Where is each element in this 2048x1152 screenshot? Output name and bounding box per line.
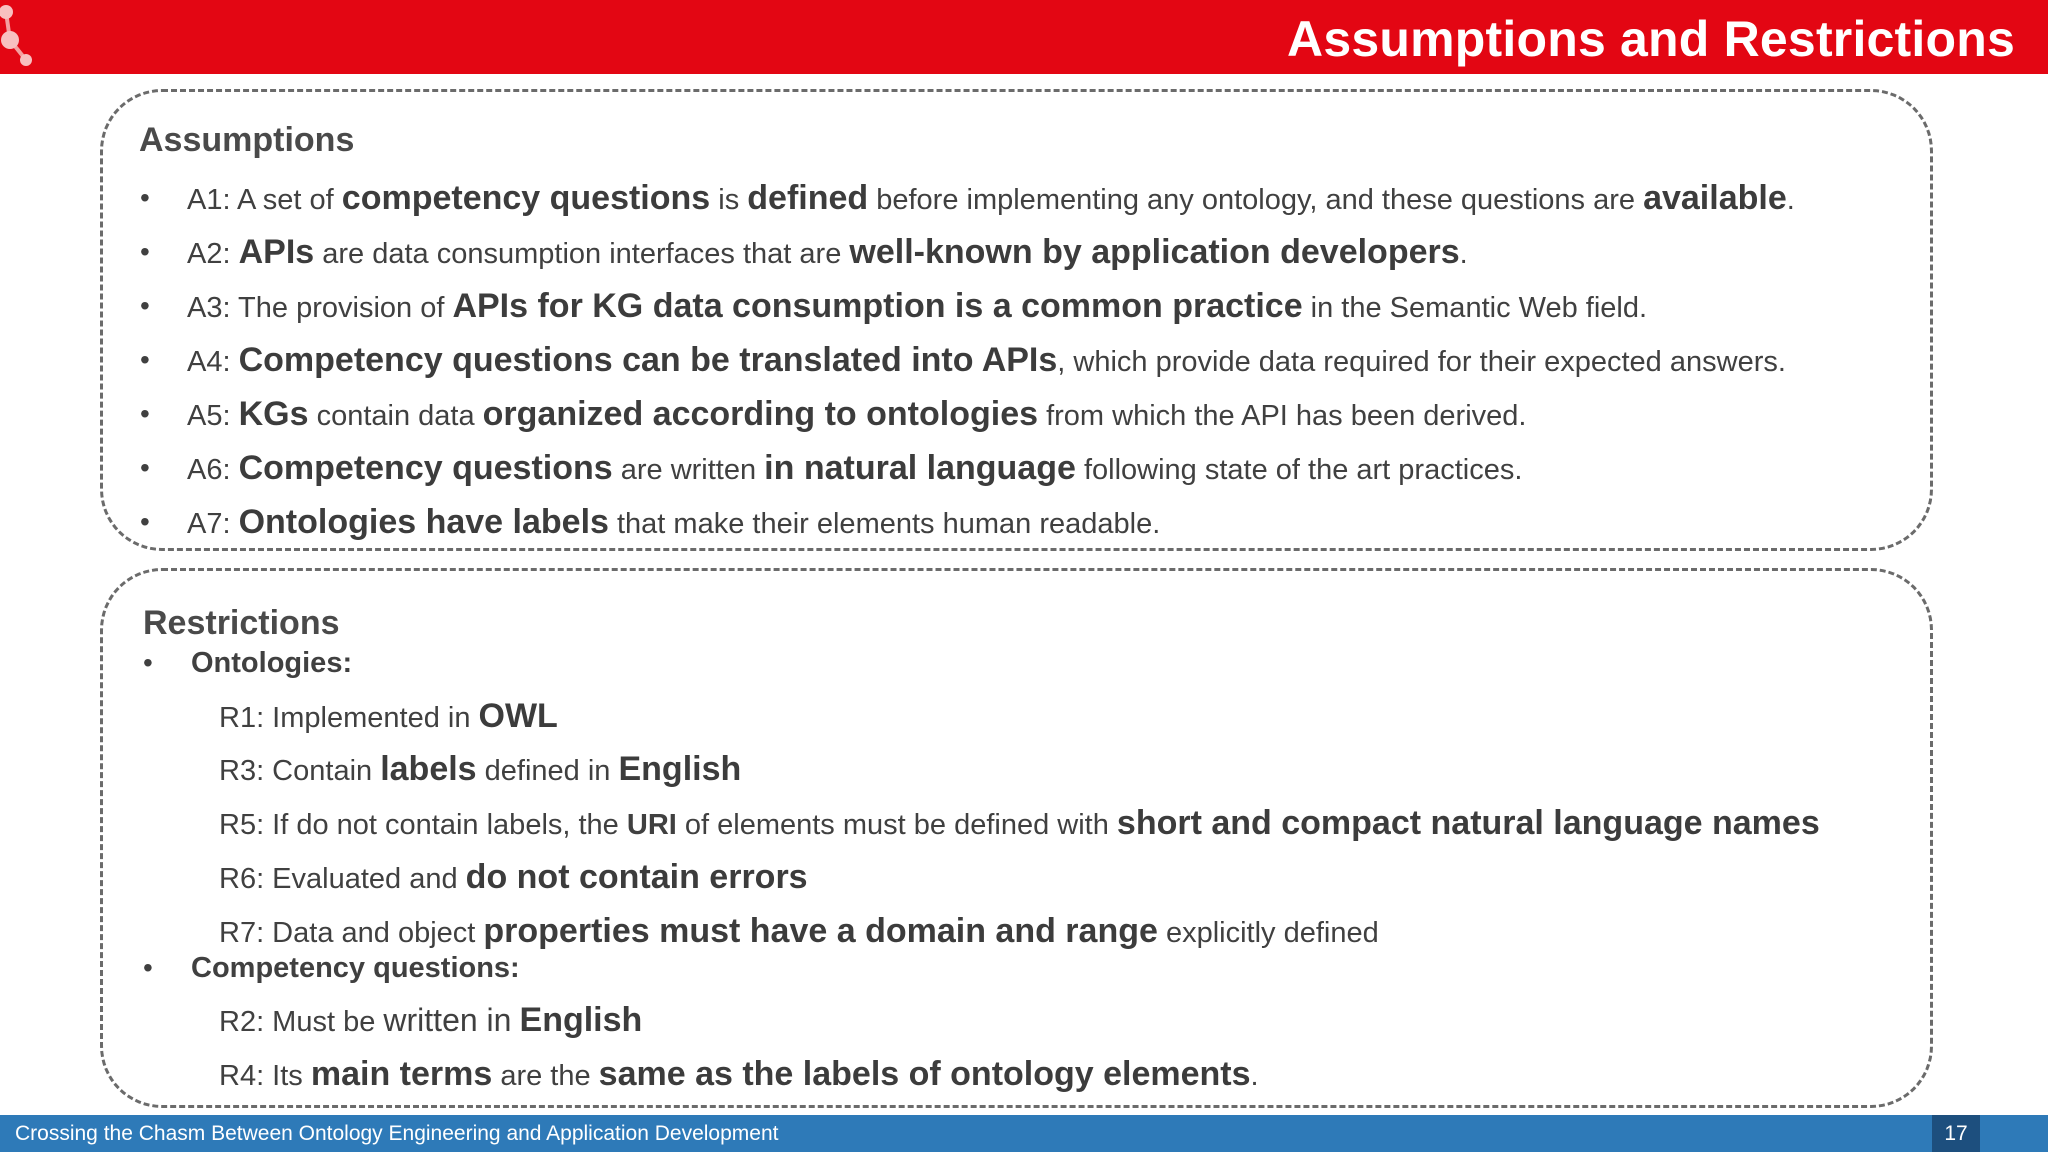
- assumption-a3: A3: The provision of APIs for KG data consumption is a common practice in the Semantic Web field.: [187, 287, 1648, 325]
- restriction-r5: R5: If do not contain labels, the URI of elements must be defined with short and compact natural language names: [219, 804, 1820, 842]
- page-number: 17: [1944, 1122, 1968, 1145]
- bullet: •: [143, 647, 153, 678]
- bullet: •: [140, 398, 150, 429]
- restriction-r7: R7: Data and object properties must have a domain and range explicitly defined: [219, 912, 1379, 950]
- restriction-r6: R6: Evaluated and do not contain errors: [219, 858, 808, 896]
- restriction-r2: R2: Must be written in English: [219, 1001, 643, 1039]
- bullet: •: [140, 344, 150, 375]
- assumption-a5: A5: KGs contain data organized according to ontologies from which the API has been derived.: [187, 395, 1527, 433]
- bullet: •: [140, 290, 150, 321]
- slide-title: Assumptions and Restrictions: [1287, 11, 2015, 67]
- bullet: •: [140, 182, 150, 213]
- assumption-a6: A6: Competency questions are written in natural language following state of the art practices.: [187, 449, 1523, 487]
- bullet: •: [140, 452, 150, 483]
- assumptions-heading: Assumptions: [139, 121, 355, 159]
- restriction-r1: R1: Implemented in OWL: [219, 697, 558, 735]
- assumption-a2: A2: APIs are data consumption interfaces that are well-known by application developers.: [187, 233, 1468, 271]
- assumption-a1: A1: A set of competency questions is defined before implementing any ontology, and these questions are available.: [187, 179, 1795, 217]
- assumption-a4: A4: Competency questions can be translated into APIs, which provide data required for their expected answers.: [187, 341, 1786, 379]
- assumption-a7: A7: Ontologies have labels that make their elements human readable.: [187, 503, 1161, 541]
- bullet: •: [143, 952, 153, 983]
- bullet: •: [140, 506, 150, 537]
- competency-questions-subheading: Competency questions:: [191, 952, 520, 984]
- ontologies-subheading: Ontologies:: [191, 647, 353, 679]
- restriction-r3: R3: Contain labels defined in English: [219, 750, 742, 788]
- restriction-r4: R4: Its main terms are the same as the labels of ontology elements.: [219, 1055, 1259, 1093]
- footer-title: Crossing the Chasm Between Ontology Engineering and Application Development: [15, 1122, 779, 1145]
- restrictions-heading: Restrictions: [143, 604, 340, 642]
- molecule-logo-icon: [0, 0, 40, 74]
- bullet: •: [140, 236, 150, 267]
